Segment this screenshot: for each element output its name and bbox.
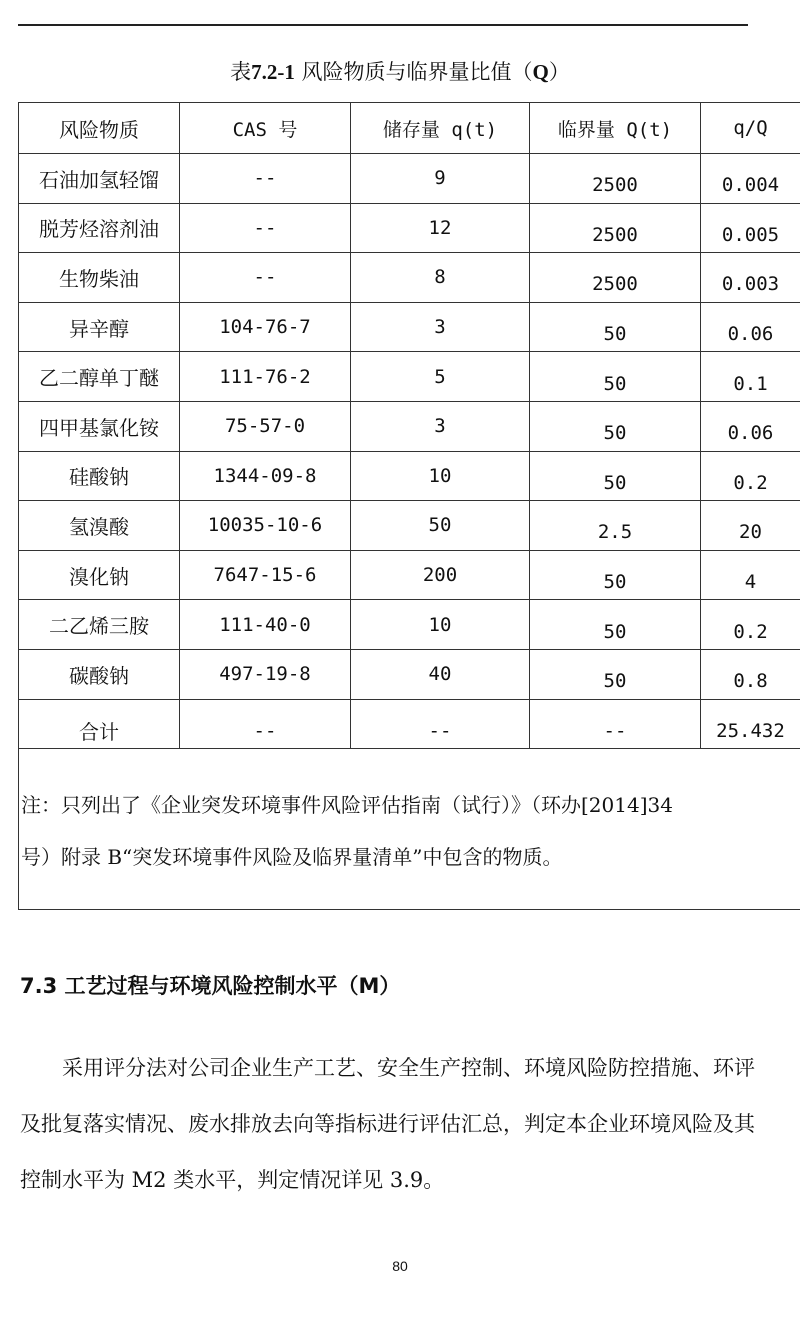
table-row (19, 401, 800, 451)
table-row (19, 600, 800, 650)
total-cell: -- (530, 699, 701, 749)
cell-threshold: 2500 (530, 253, 701, 303)
table-row (19, 203, 800, 253)
cell-substance: 异辛醇 (19, 302, 180, 352)
cell-substance: 生物柴油 (19, 253, 180, 303)
cell-substance: 溴化钠 (19, 550, 180, 600)
cell-cas: -- (180, 253, 351, 303)
cell-storage: 3 (351, 302, 530, 352)
cell-threshold: 2500 (530, 154, 701, 204)
cell-ratio: 0.005 (701, 203, 800, 253)
table-note: 注：只列出了《企业突发环境事件风险评估指南（试行）》（环办[2014]34 号）附录 B“突发环境事件风险及临界量清单”中包含的物质。 (19, 749, 800, 910)
total-cell: 25.432 (701, 699, 800, 749)
cell-threshold: 50 (530, 550, 701, 600)
cell-ratio: 0.8 (701, 649, 800, 699)
cell-substance: 二乙烯三胺 (19, 600, 180, 650)
header-substance: 风险物质 (19, 103, 180, 154)
cell-storage: 5 (351, 352, 530, 402)
cell-substance: 脱芳烃溶剂油 (19, 203, 180, 253)
cell-threshold: 50 (530, 302, 701, 352)
table-row (19, 154, 800, 204)
cell-cas: 7647-15-6 (180, 550, 351, 600)
cell-ratio: 0.06 (701, 302, 800, 352)
table-row (19, 451, 800, 501)
header-storage: 储存量 q(t) (351, 103, 530, 154)
cell-substance: 石油加氢轻馏 (19, 154, 180, 204)
cell-cas: -- (180, 203, 351, 253)
cell-substance: 四甲基氯化铵 (19, 401, 180, 451)
cell-storage: 9 (351, 154, 530, 204)
cell-storage: 3 (351, 401, 530, 451)
cell-ratio: 0.003 (701, 253, 800, 303)
cell-ratio: 0.06 (701, 401, 800, 451)
cell-threshold: 50 (530, 451, 701, 501)
table-row (19, 501, 800, 551)
total-cell: 合计 (19, 699, 180, 749)
header-threshold: 临界量 Q(t) (530, 103, 701, 154)
cell-threshold: 2.5 (530, 501, 701, 551)
cell-cas: 10035-10-6 (180, 501, 351, 551)
risk-substance-table (18, 102, 800, 910)
cell-cas: 104-76-7 (180, 302, 351, 352)
total-cell: -- (351, 699, 530, 749)
cell-cas: 497-19-8 (180, 649, 351, 699)
section-paragraph: 采用评分法对公司企业生产工艺、安全生产控制、环境风险防控措施、环评及批复落实情况、废水排放去向等指标进行评估汇总，判定本企业环境风险及其控制水平为 M2 类水平，判定情况详见 3.9。 (20, 1056, 755, 1192)
cell-ratio: 4 (701, 550, 800, 600)
table-row (19, 649, 800, 699)
cell-cas: 75-57-0 (180, 401, 351, 451)
cell-storage: 12 (351, 203, 530, 253)
cell-storage: 10 (351, 600, 530, 650)
cell-storage: 10 (351, 451, 530, 501)
header-rule (18, 24, 748, 26)
cell-storage: 8 (351, 253, 530, 303)
table-note-row (19, 749, 800, 910)
cell-cas: 111-40-0 (180, 600, 351, 650)
header-ratio: q/Q (701, 103, 800, 154)
cell-storage: 40 (351, 649, 530, 699)
cell-threshold: 2500 (530, 203, 701, 253)
cell-threshold: 50 (530, 401, 701, 451)
cell-threshold: 50 (530, 649, 701, 699)
cell-threshold: 50 (530, 352, 701, 402)
cell-ratio: 0.2 (701, 451, 800, 501)
section-heading: 7.3 工艺过程与环境风险控制水平（M） (20, 974, 401, 998)
table-row (19, 253, 800, 303)
cell-storage: 200 (351, 550, 530, 600)
total-cell: -- (180, 699, 351, 749)
table-total-row (19, 699, 800, 749)
cell-ratio: 0.1 (701, 352, 800, 402)
cell-substance: 硅酸钠 (19, 451, 180, 501)
cell-ratio: 0.2 (701, 600, 800, 650)
table-caption: 表7.2-1 风险物质与临界量比值（Q） (230, 60, 570, 84)
cell-substance: 碳酸钠 (19, 649, 180, 699)
cell-substance: 乙二醇单丁醚 (19, 352, 180, 402)
table-header-row (19, 103, 800, 154)
cell-ratio: 20 (701, 501, 800, 551)
table-row (19, 550, 800, 600)
cell-cas: 111-76-2 (180, 352, 351, 402)
cell-ratio: 0.004 (701, 154, 800, 204)
cell-storage: 50 (351, 501, 530, 551)
cell-threshold: 50 (530, 600, 701, 650)
cell-cas: -- (180, 154, 351, 204)
page-number: 80 (392, 1258, 408, 1274)
cell-cas: 1344-09-8 (180, 451, 351, 501)
cell-substance: 氢溴酸 (19, 501, 180, 551)
table-row (19, 352, 800, 402)
header-cas: CAS 号 (180, 103, 351, 154)
table-row (19, 302, 800, 352)
